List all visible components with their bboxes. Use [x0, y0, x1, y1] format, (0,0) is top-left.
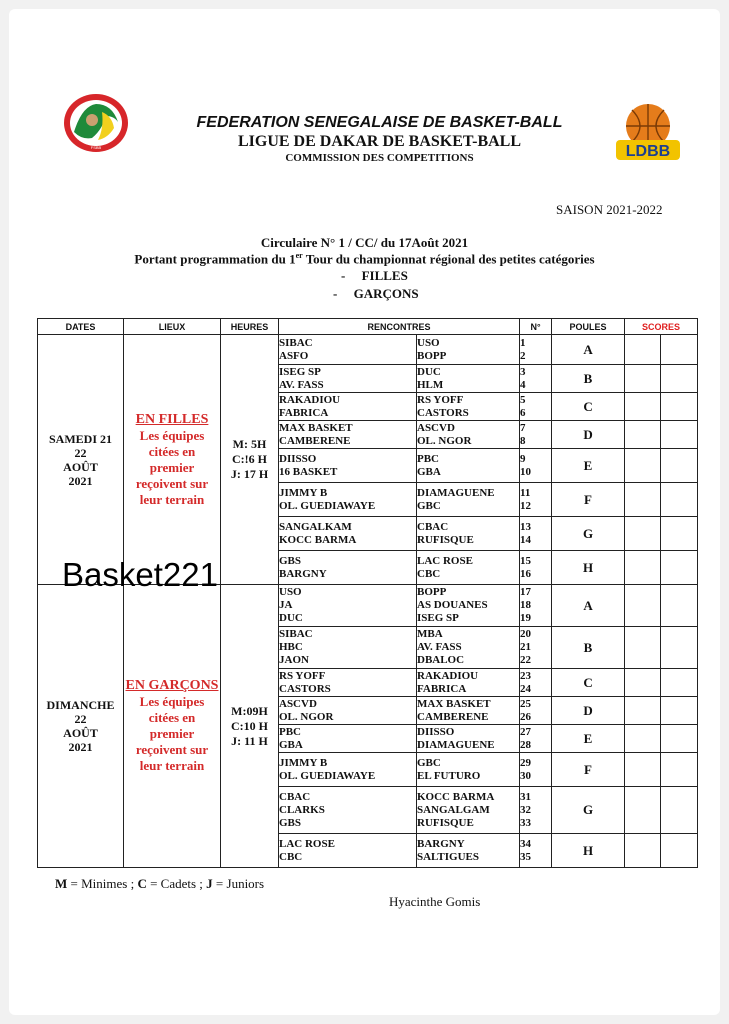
- away-teams-cell: [417, 365, 520, 393]
- home-teams-cell: [279, 551, 417, 585]
- poule-cell: A: [552, 585, 625, 627]
- away-teams-cell: [417, 517, 520, 551]
- lieu-title: EN FILLES: [135, 411, 209, 427]
- commission-title: COMMISSION DES COMPETITIONS: [285, 152, 474, 164]
- team-name: RAKADIOU: [417, 669, 479, 682]
- lieu-title: EN GARÇONS: [125, 678, 219, 693]
- score-cell[interactable]: [625, 393, 661, 421]
- num-cell: [520, 725, 552, 753]
- match-number: 34: [520, 837, 532, 850]
- poule-cell: F: [552, 753, 625, 787]
- num-cell: [520, 421, 552, 449]
- poule-cell: H: [552, 834, 625, 868]
- team-name: KOCC BARMA: [279, 533, 357, 546]
- svg-text:FSBB: FSBB: [90, 145, 102, 150]
- team-name: JIMMY B: [279, 486, 328, 499]
- match-number: 30: [520, 769, 532, 782]
- home-teams-cell: [279, 393, 417, 421]
- score-cell[interactable]: [661, 753, 698, 787]
- match-number: 12: [520, 499, 532, 512]
- team-name: RS YOFF: [417, 393, 464, 406]
- team-name: KOCC BARMA: [417, 790, 495, 803]
- match-number: 15: [520, 554, 532, 567]
- away-teams-cell: [417, 669, 520, 697]
- score-cell[interactable]: [661, 421, 698, 449]
- team-name: GBS: [279, 816, 302, 829]
- team-name: DUC: [279, 612, 303, 624]
- team-name: DIAMAGUENE: [417, 486, 495, 499]
- lieu-line: leur terrain: [139, 491, 205, 507]
- away-teams-cell: [417, 697, 520, 725]
- home-teams-cell: [279, 669, 417, 697]
- team-name: 16 BASKET: [279, 465, 338, 478]
- category-garcons: - GARÇONS: [333, 286, 419, 301]
- federation-title: FEDERATION SENEGALAISE DE BASKET-BALL: [196, 114, 563, 131]
- num-cell: [520, 551, 552, 585]
- team-name: DIAMAGUENE: [417, 738, 495, 751]
- season-label: SAISON 2021-2022: [556, 202, 663, 217]
- team-name: ISEG SP: [417, 612, 459, 624]
- team-name: SIBAC: [279, 628, 313, 640]
- poule-cell: D: [552, 697, 625, 725]
- team-name: BARGNY: [417, 837, 465, 850]
- match-number: 6: [520, 406, 526, 419]
- team-name: OL. GUEDIAWAYE: [279, 499, 376, 512]
- score-cell[interactable]: [661, 483, 698, 517]
- team-name: CASTORS: [417, 406, 469, 419]
- match-number: 26: [520, 710, 532, 723]
- score-cell[interactable]: [661, 627, 698, 669]
- team-name: OL. NGOR: [417, 434, 472, 447]
- team-name: BARGNY: [279, 567, 327, 580]
- away-teams-cell: [417, 627, 520, 669]
- poule-cell: C: [552, 669, 625, 697]
- score-cell[interactable]: [625, 483, 661, 517]
- match-number: 35: [520, 850, 532, 863]
- team-name: CBAC: [279, 790, 311, 803]
- match-number: 21: [520, 641, 532, 653]
- col-num: N°: [520, 319, 552, 335]
- team-name: ISEG SP: [279, 365, 321, 378]
- team-name: BOPP: [417, 586, 447, 598]
- match-number: 18: [520, 599, 532, 611]
- team-name: JA: [279, 599, 293, 611]
- match-number: 22: [520, 654, 532, 666]
- svg-text:LDBB: LDBB: [625, 143, 671, 160]
- score-cell[interactable]: [661, 449, 698, 483]
- team-name: USO: [279, 586, 302, 598]
- num-cell: [520, 585, 552, 627]
- team-name: GBC: [417, 756, 441, 769]
- score-cell[interactable]: [625, 517, 661, 551]
- match-number: 28: [520, 738, 532, 751]
- poule-cell: B: [552, 627, 625, 669]
- home-teams-cell: [279, 725, 417, 753]
- team-name: PBC: [279, 725, 301, 738]
- num-cell: [520, 365, 552, 393]
- date-line: 22: [74, 445, 87, 460]
- home-teams-cell: [279, 697, 417, 725]
- schedule-body: [38, 335, 698, 868]
- match-number: 4: [520, 378, 526, 391]
- num-cell: [520, 517, 552, 551]
- team-name: DBALOC: [417, 654, 465, 666]
- score-cell[interactable]: [625, 669, 661, 697]
- team-name: JIMMY B: [279, 756, 328, 769]
- match-number: 24: [520, 682, 532, 695]
- home-teams-cell: [279, 421, 417, 449]
- team-name: CBC: [279, 850, 303, 863]
- date-line: AOÛT: [63, 726, 98, 740]
- lieu-cell: [124, 585, 221, 868]
- match-number: 27: [520, 725, 532, 738]
- away-teams-cell: [417, 393, 520, 421]
- team-name: SIBAC: [279, 336, 313, 349]
- team-name: CBC: [417, 567, 441, 580]
- team-name: JAON: [279, 654, 309, 666]
- match-number: 5: [520, 393, 526, 406]
- score-cell[interactable]: [661, 393, 698, 421]
- team-name: MBA: [417, 628, 443, 640]
- team-name: AV. FASS: [417, 641, 462, 653]
- score-cell[interactable]: [625, 725, 661, 753]
- col-lieux: LIEUX: [124, 319, 221, 335]
- team-name: ASFO: [279, 349, 309, 362]
- team-name: AV. FASS: [279, 378, 324, 391]
- team-name: OL. GUEDIAWAYE: [279, 769, 376, 782]
- date-cell: [38, 335, 124, 585]
- lieu-line: Les équipes: [139, 694, 205, 709]
- score-cell[interactable]: [661, 551, 698, 585]
- match-number: 7: [520, 421, 526, 434]
- poule-cell: G: [552, 787, 625, 834]
- score-cell[interactable]: [661, 697, 698, 725]
- home-teams-cell: [279, 449, 417, 483]
- lieu-line: premier: [149, 726, 195, 741]
- lieu-line: leur terrain: [139, 758, 205, 773]
- date-line: SAMEDI 21: [48, 431, 112, 446]
- match-group-row: [38, 335, 698, 365]
- home-teams-cell: [279, 787, 417, 834]
- lieu-line: reçoivent sur: [135, 475, 209, 491]
- team-name: LAC ROSE: [279, 837, 335, 850]
- num-cell: [520, 393, 552, 421]
- team-name: MAX BASKET: [417, 697, 491, 710]
- date-line: 22: [74, 712, 87, 726]
- team-name: GBA: [279, 738, 303, 751]
- match-number: 9: [520, 452, 526, 465]
- team-name: RUFISQUE: [417, 533, 474, 546]
- lieu-cell: [124, 335, 221, 585]
- legend: M = Minimes ; C = Cadets ; J = Juniors: [55, 876, 265, 891]
- score-cell[interactable]: [661, 725, 698, 753]
- score-cell[interactable]: [625, 335, 661, 365]
- away-teams-cell: [417, 551, 520, 585]
- team-name: FABRICA: [279, 406, 329, 419]
- score-cell[interactable]: [625, 585, 661, 627]
- date-line: 2021: [68, 740, 93, 754]
- num-cell: [520, 753, 552, 787]
- col-scores: SCORES: [625, 319, 698, 335]
- home-teams-cell: [279, 753, 417, 787]
- num-cell: [520, 627, 552, 669]
- ligue-title: LIGUE DE DAKAR DE BASKET-BALL: [237, 133, 522, 150]
- home-teams-cell: [279, 483, 417, 517]
- away-teams-cell: [417, 753, 520, 787]
- score-cell[interactable]: [625, 753, 661, 787]
- team-name: GBC: [417, 499, 441, 512]
- team-name: LAC ROSE: [417, 554, 473, 567]
- team-name: RAKADIOU: [279, 393, 341, 406]
- score-cell[interactable]: [625, 551, 661, 585]
- match-number: 13: [520, 520, 532, 533]
- team-name: EL FUTURO: [417, 769, 481, 782]
- team-name: RS YOFF: [279, 669, 326, 682]
- away-teams-cell: [417, 787, 520, 834]
- team-name: AS DOUANES: [417, 599, 488, 611]
- team-name: SANGALGAM: [417, 803, 490, 816]
- lieu-line: citées en: [148, 710, 196, 725]
- match-number: 1: [520, 336, 526, 349]
- match-number: 19: [520, 612, 532, 624]
- match-number: 29: [520, 756, 532, 769]
- heure-line: C:!6 H: [232, 452, 267, 466]
- poule-cell: G: [552, 517, 625, 551]
- date-line: DIMANCHE: [46, 698, 115, 712]
- match-number: 8: [520, 434, 526, 447]
- match-number: 14: [520, 533, 532, 546]
- match-number: 25: [520, 697, 532, 710]
- heure-line: M:09H: [231, 703, 268, 718]
- match-number: 2: [520, 349, 526, 362]
- match-number: 33: [520, 816, 532, 829]
- date-line: 2021: [68, 473, 93, 488]
- poule-cell: E: [552, 449, 625, 483]
- team-name: HLM: [417, 378, 444, 391]
- num-cell: [520, 834, 552, 868]
- team-name: SALTIGUES: [417, 850, 479, 863]
- team-name: SANGALKAM: [279, 520, 352, 533]
- home-teams-cell: [279, 517, 417, 551]
- signature: Hyacinthe Gomis: [389, 894, 481, 909]
- team-name: ASCVD: [279, 697, 317, 710]
- heure-line: J: 17 H: [230, 467, 269, 481]
- match-number: 31: [520, 790, 532, 803]
- poule-cell: C: [552, 393, 625, 421]
- poule-cell: H: [552, 551, 625, 585]
- score-cell[interactable]: [625, 834, 661, 868]
- score-cell[interactable]: [625, 365, 661, 393]
- team-name: MAX BASKET: [279, 421, 353, 434]
- away-teams-cell: [417, 834, 520, 868]
- team-name: GBA: [417, 465, 441, 478]
- home-teams-cell: [279, 365, 417, 393]
- match-number: 11: [520, 486, 531, 499]
- team-name: DIISSO: [417, 725, 455, 738]
- score-cell[interactable]: [625, 697, 661, 725]
- away-teams-cell: [417, 449, 520, 483]
- heure-line: M: 5H: [232, 437, 267, 451]
- away-teams-cell: [417, 725, 520, 753]
- team-name: DUC: [417, 365, 441, 378]
- score-cell[interactable]: [661, 335, 698, 365]
- match-number: 10: [520, 465, 532, 478]
- num-cell: [520, 669, 552, 697]
- col-dates: DATES: [38, 319, 124, 335]
- heure-line: C:10 H: [231, 718, 268, 733]
- home-teams-cell: [279, 627, 417, 669]
- away-teams-cell: [417, 421, 520, 449]
- poule-cell: B: [552, 365, 625, 393]
- col-poules: POULES: [552, 319, 625, 335]
- score-cell[interactable]: [661, 787, 698, 834]
- circular-reference: Circulaire N° 1 / CC/ du 17Août 2021: [260, 235, 469, 250]
- away-teams-cell: [417, 585, 520, 627]
- score-cell[interactable]: [661, 834, 698, 868]
- team-name: RUFISQUE: [417, 816, 474, 829]
- home-teams-cell: [279, 585, 417, 627]
- team-name: CAMBERENE: [279, 434, 351, 447]
- score-cell[interactable]: [661, 585, 698, 627]
- away-teams-cell: [417, 483, 520, 517]
- num-cell: [520, 483, 552, 517]
- team-name: PBC: [417, 452, 439, 465]
- circular-subject: Portant programmation du 1er Tour du championnat régional des petites catégories: [134, 251, 595, 267]
- score-cell[interactable]: [661, 365, 698, 393]
- match-number: 16: [520, 567, 532, 580]
- match-number: 32: [520, 803, 532, 816]
- category-filles: - FILLES: [341, 268, 408, 283]
- team-name: USO: [417, 336, 440, 349]
- team-name: DIISSO: [279, 452, 317, 465]
- poule-cell: E: [552, 725, 625, 753]
- team-name: HBC: [279, 641, 303, 653]
- team-name: BOPP: [417, 349, 447, 362]
- team-name: CLARKS: [279, 803, 325, 816]
- col-rencontres: RENCONTRES: [279, 319, 520, 335]
- col-heures: HEURES: [221, 319, 279, 335]
- heure-line: J: 11 H: [231, 733, 268, 748]
- match-number: 3: [520, 365, 526, 378]
- lieu-line: premier: [149, 459, 195, 475]
- date-cell: [38, 585, 124, 868]
- score-cell[interactable]: [625, 787, 661, 834]
- score-cell[interactable]: [661, 669, 698, 697]
- heure-cell: [221, 585, 279, 868]
- match-number: 23: [520, 669, 532, 682]
- heure-cell: [221, 335, 279, 585]
- num-cell: [520, 449, 552, 483]
- poule-cell: A: [552, 335, 625, 365]
- num-cell: [520, 787, 552, 834]
- num-cell: [520, 335, 552, 365]
- team-name: OL. NGOR: [279, 710, 334, 723]
- score-cell[interactable]: [625, 449, 661, 483]
- lieu-line: reçoivent sur: [135, 742, 209, 757]
- match-number: 20: [520, 628, 532, 640]
- table-header-row: [38, 319, 698, 335]
- team-name: FABRICA: [417, 682, 467, 695]
- match-number: 17: [520, 586, 532, 598]
- num-cell: [520, 697, 552, 725]
- poule-cell: D: [552, 421, 625, 449]
- score-cell[interactable]: [625, 627, 661, 669]
- team-name: CAMBERENE: [417, 710, 489, 723]
- score-cell[interactable]: [661, 517, 698, 551]
- watermark: Basket221: [62, 556, 218, 593]
- date-line: AOÛT: [63, 459, 98, 474]
- lieu-line: Les équipes: [139, 427, 205, 443]
- home-teams-cell: [279, 834, 417, 868]
- team-name: CBAC: [417, 520, 449, 533]
- team-name: ASCVD: [417, 421, 455, 434]
- poule-cell: F: [552, 483, 625, 517]
- score-cell[interactable]: [625, 421, 661, 449]
- team-name: CASTORS: [279, 682, 331, 695]
- lieu-line: citées en: [148, 443, 196, 459]
- away-teams-cell: [417, 335, 520, 365]
- team-name: GBS: [279, 554, 302, 567]
- home-teams-cell: [279, 335, 417, 365]
